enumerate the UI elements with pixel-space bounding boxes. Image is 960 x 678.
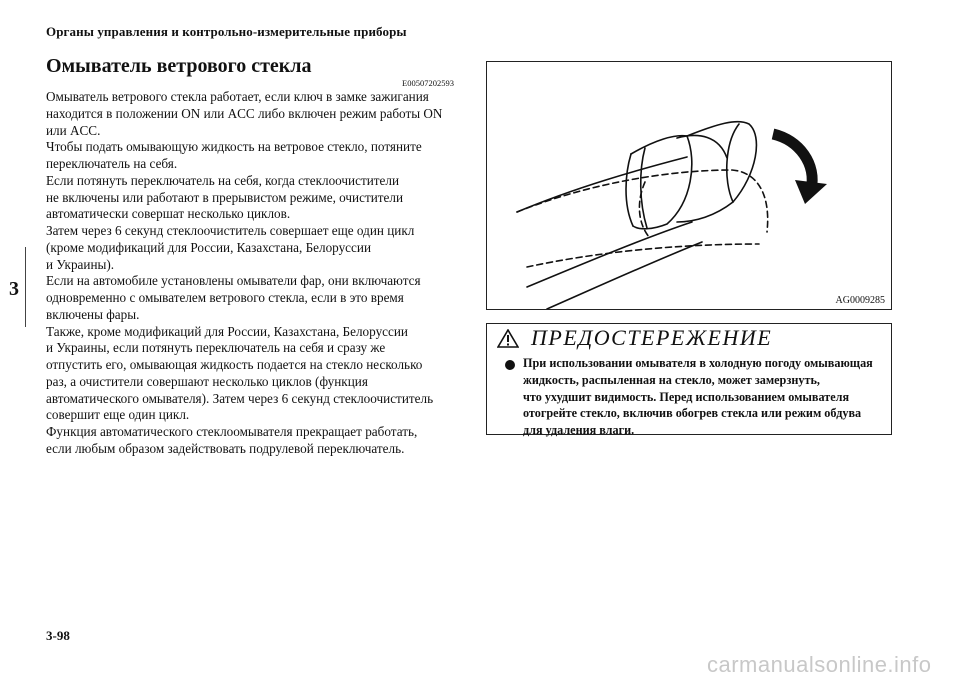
body-line: Если на автомобиле установлены омыватели фар, они включаются: [46, 273, 421, 289]
section-code: E00507202593: [402, 78, 454, 88]
chapter-number: 3: [9, 278, 19, 300]
wiper-lever-illustration: [486, 61, 892, 310]
warning-header: [487, 324, 891, 352]
body-line: и Украины, если потянуть переключатель на себя и сразу же: [46, 340, 386, 356]
page-number: 3-98: [46, 628, 70, 643]
body-line: Функция автоматического стеклоомывателя прекращает работать,: [46, 424, 418, 439]
body-line: Затем через 6 секунд стеклоочиститель совершает еще один цикл: [46, 223, 415, 238]
body-line: отпустить его, омывающая жидкость подается на стекло несколько: [46, 357, 423, 372]
watermark: carmanualsonline.info: [707, 652, 932, 677]
body-line: Чтобы подать омывающую жидкость на ветровое стекло, потяните: [46, 139, 422, 155]
body-line: включены фары.: [46, 306, 140, 322]
warning-line: жидкость, распыленная на стекло, может замерзнуть,: [523, 372, 820, 387]
body-line: автоматического омывателя). Затем через 6 секунд стеклоочиститель: [46, 390, 434, 406]
body-line: если любым образом задействовать подрулевой переключатель.: [46, 440, 405, 456]
body-text: [46, 89, 458, 458]
body-line: переключатель на себя.: [46, 156, 178, 171]
warning-text: [523, 355, 887, 439]
body-line: находится в положении ON или ACC либо включен режим работы ON: [46, 105, 443, 121]
bullet-icon: [505, 360, 515, 370]
figure-id: AG0009285: [835, 295, 885, 306]
warning-title: ПРЕДОСТЕРЕЖЕНИЕ: [531, 325, 773, 350]
body-line: одновременно с омывателем ветрового стекла, если в это время: [46, 290, 404, 305]
warning-box: [486, 323, 892, 438]
warning-line: отогрейте стекло, включив обогрев стекла или режим обдува: [523, 406, 862, 421]
warning-triangle-icon: [497, 329, 519, 348]
warning-line: что ухудшит видимость. Перед использованием омывателя: [523, 389, 850, 404]
lever-drawing: [487, 62, 891, 309]
body-line: Если потянуть переключатель на себя, когда стеклоочистители: [46, 172, 400, 188]
body-line: Также, кроме модификаций для России, Казахстана, Белоруссии: [46, 323, 408, 339]
body-line: Омыватель ветрового стекла работает, если ключ в замке зажигания: [46, 89, 429, 104]
body-line: или ACC.: [46, 122, 101, 138]
body-line: не включены или работают в прерывистом режиме, очистители: [46, 189, 404, 205]
body-line: совершит еще один цикл.: [46, 407, 190, 423]
section-title: Омыватель ветрового стекла: [46, 55, 312, 77]
body-line: и Украины).: [46, 256, 115, 272]
warning-line: При использовании омывателя в холодную погоду омывающая: [523, 356, 873, 370]
body-line: автоматически совершат несколько циклов.: [46, 206, 291, 222]
running-header: Органы управления и контрольно-измерительные приборы: [46, 24, 407, 39]
body-line: (кроме модификаций для России, Казахстана, Белоруссии: [46, 239, 372, 255]
body-line: раз, а очистители совершают несколько циклов (функция: [46, 373, 368, 389]
warning-line: для удаления влаги.: [523, 423, 635, 438]
